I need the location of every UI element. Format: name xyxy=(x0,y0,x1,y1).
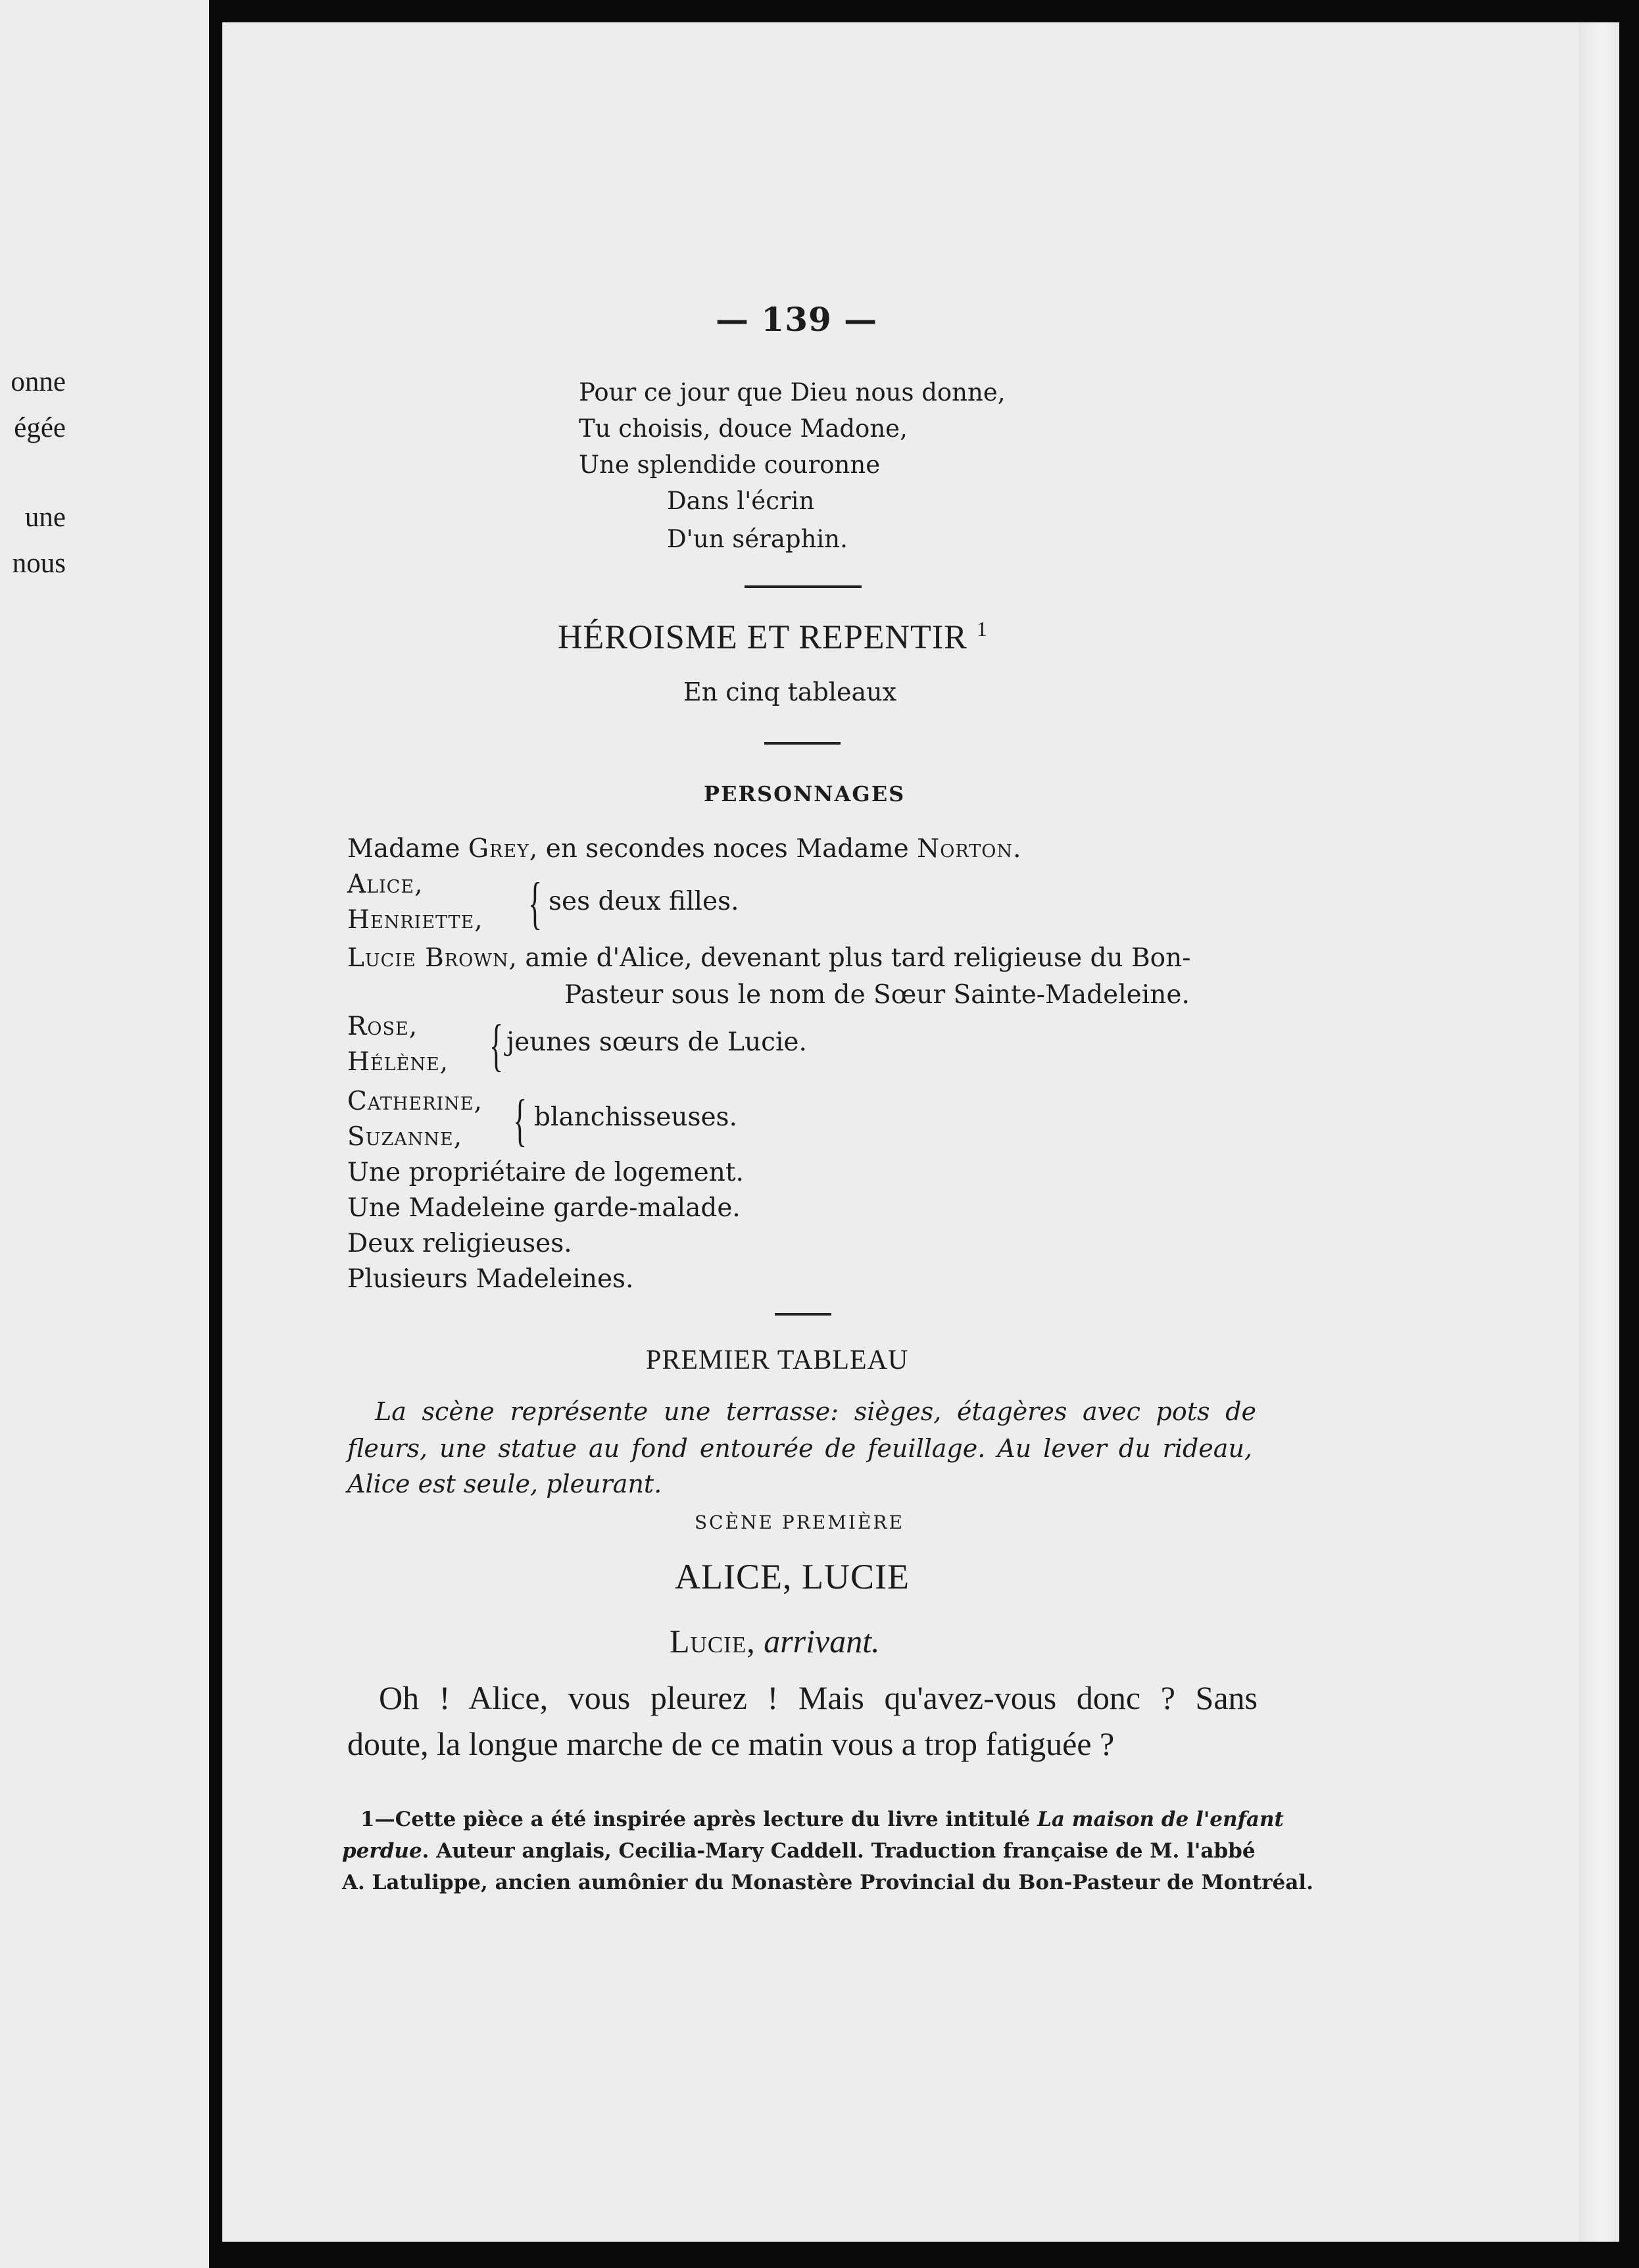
poem-line: Une splendide couronne xyxy=(579,451,881,479)
footnote-line xyxy=(342,1839,1256,1863)
cast-line: Deux religieuses. xyxy=(347,1229,572,1258)
scene-characters: ALICE, LUCIE xyxy=(675,1557,910,1596)
cast-text: , amie d'Alice, devenant plus tard religieuse du Bon- xyxy=(508,943,1191,973)
cast-line-grey xyxy=(347,834,1021,864)
character-name: Henriette, xyxy=(347,905,483,935)
cast-line: Plusieurs Madeleines. xyxy=(347,1264,634,1294)
divider xyxy=(775,1313,831,1316)
cast-description: blanchisseuses. xyxy=(534,1102,737,1132)
brace-glyph: { xyxy=(489,1014,504,1077)
cast-text: . xyxy=(1012,834,1021,864)
cast-line: Une Madeleine garde-malade. xyxy=(347,1193,741,1223)
left-page-fragment xyxy=(0,0,209,2268)
page-number: — 139 — xyxy=(716,300,878,339)
character-name: Suzanne, xyxy=(347,1122,463,1152)
personnages-heading: PERSONNAGES xyxy=(704,781,906,806)
character-name: Alice, xyxy=(347,870,424,899)
brace-glyph: { xyxy=(528,872,543,935)
play-subtitle: En cinq tableaux xyxy=(683,678,897,706)
dialogue-line: Oh ! Alice, vous pleurez ! Mais qu'avez-vous donc ? Sans xyxy=(379,1679,1258,1716)
footnote-book-title: La maison de l'enfant xyxy=(1037,1808,1284,1831)
left-page-text: nous xyxy=(12,548,66,579)
cast-description: jeunes sœurs de Lucie. xyxy=(506,1027,807,1057)
cast-description: Pasteur sous le nom de Sœur Sainte-Madeleine. xyxy=(564,980,1190,1010)
left-page-text: égée xyxy=(14,412,66,443)
left-page-text: onne xyxy=(11,366,66,397)
character-name: Norton xyxy=(917,834,1013,864)
cast-description: ses deux filles. xyxy=(549,887,739,916)
character-name: Hélène, xyxy=(347,1047,449,1077)
character-name: Rose, xyxy=(347,1012,418,1041)
speaker-line xyxy=(670,1622,880,1660)
cast-line: Une propriétaire de logement. xyxy=(347,1158,744,1187)
footnote-text: . Auteur anglais, Cecilia-Mary Caddell. Traduction française de M. l'abbé xyxy=(422,1839,1256,1863)
divider xyxy=(745,585,862,588)
footnote-line: A. Latulippe, ancien aumônier du Monastère Provincial du Bon-Pasteur de Montréal. xyxy=(342,1871,1313,1894)
poem-line: Pour ce jour que Dieu nous donne, xyxy=(579,378,1006,407)
dialogue-line: doute, la longue marche de ce matin vous a trop fatiguée ? xyxy=(347,1725,1115,1762)
poem-line: Dans l'écrin xyxy=(667,487,815,515)
left-page-text: une xyxy=(24,502,66,533)
stage-direction-line: La scène représente une terrasse: sièges, étagères avec pots de xyxy=(375,1397,1256,1426)
speaker-action: arrivant. xyxy=(764,1623,880,1660)
cast-text: , en secondes noces Madame xyxy=(529,834,917,864)
scene-heading: SCÈNE PREMIÈRE xyxy=(695,1512,904,1533)
divider xyxy=(764,742,841,745)
stage-direction-line: fleurs, une statue au fond entourée de feuillage. Au lever du rideau, xyxy=(347,1434,1252,1463)
brace-glyph: { xyxy=(513,1089,527,1152)
cast-line-lucie xyxy=(347,943,1190,973)
footnote-book-title: perdue xyxy=(342,1839,422,1863)
play-title-text: HÉROISME ET REPENTIR xyxy=(558,618,967,656)
character-name: Grey xyxy=(468,834,529,864)
poem-line: Tu choisis, douce Madone, xyxy=(579,414,908,443)
character-name: Lucie Brown xyxy=(347,943,509,973)
poem-line: D'un séraphin. xyxy=(667,525,848,553)
footnote-line xyxy=(360,1808,1284,1831)
character-name: Catherine, xyxy=(347,1087,483,1116)
speaker-name: Lucie, xyxy=(670,1623,756,1660)
tableau-heading: PREMIER TABLEAU xyxy=(646,1345,909,1375)
page-edge xyxy=(1578,22,1619,2242)
footnote-text: 1—Cette pièce a été inspirée après lecture du livre intitulé xyxy=(360,1808,1038,1831)
footnote-marker: 1 xyxy=(976,617,988,641)
cast-text: Madame xyxy=(347,834,468,864)
play-title xyxy=(558,617,988,656)
stage-direction-line: Alice est seule, pleurant. xyxy=(347,1469,662,1498)
